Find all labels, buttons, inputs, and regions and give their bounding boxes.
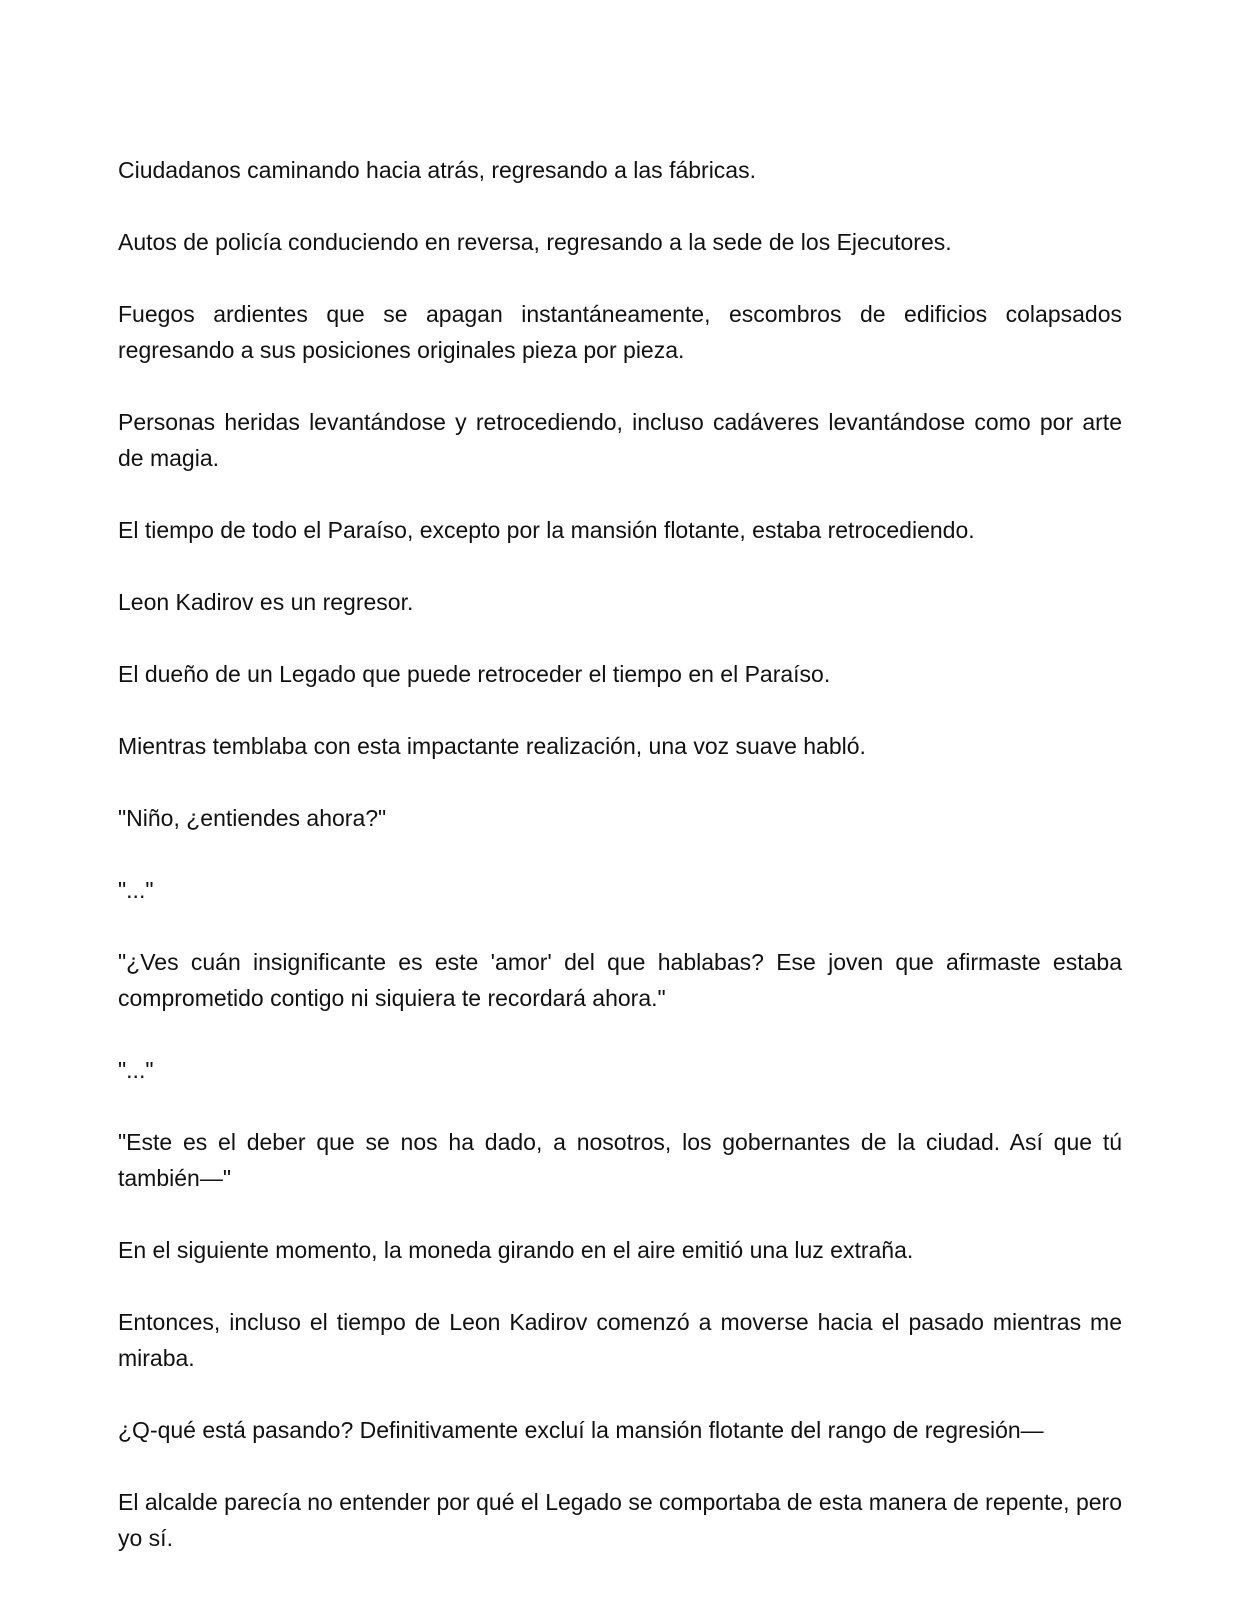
dialogue-line: "¿Ves cuán insignificante es este 'amor' del que hablabas? Ese joven que afirmaste estaba comprometido contigo ni siquiera te recordará ahora." (118, 949, 1122, 1011)
paragraph: Leon Kadirov es un regresor. (118, 589, 414, 615)
document-body (118, 152, 1122, 1556)
dialogue-line: "..." (118, 877, 154, 903)
paragraph: Mientras temblaba con esta impactante realización, una voz suave habló. (118, 733, 866, 759)
paragraph: ¿Q-qué está pasando? Definitivamente excluí la mansión flotante del rango de regresión— (118, 1417, 1044, 1443)
paragraph: Entonces, incluso el tiempo de Leon Kadirov comenzó a moverse hacia el pasado mientras me miraba. (118, 1309, 1122, 1371)
paragraph: Autos de policía conduciendo en reversa, regresando a la sede de los Ejecutores. (118, 229, 952, 255)
paragraph: Fuegos ardientes que se apagan instantáneamente, escombros de edificios colapsados regresando a sus posiciones originales pieza por pieza. (118, 301, 1122, 363)
dialogue-line: "Este es el deber que se nos ha dado, a nosotros, los gobernantes de la ciudad. Así que tú también—" (118, 1129, 1122, 1191)
paragraph: El tiempo de todo el Paraíso, excepto por la mansión flotante, estaba retrocediendo. (118, 517, 975, 543)
dialogue-line: "Niño, ¿entiendes ahora?" (118, 805, 387, 831)
paragraph: El alcalde parecía no entender por qué el Legado se comportaba de esta manera de repente, pero yo sí. (118, 1489, 1122, 1551)
paragraph: Ciudadanos caminando hacia atrás, regresando a las fábricas. (118, 157, 756, 183)
paragraph: Personas heridas levantándose y retrocediendo, incluso cadáveres levantándose como por arte de magia. (118, 409, 1122, 471)
paragraph: En el siguiente momento, la moneda girando en el aire emitió una luz extraña. (118, 1237, 914, 1263)
paragraph: El dueño de un Legado que puede retroceder el tiempo en el Paraíso. (118, 661, 831, 687)
dialogue-line: "..." (118, 1057, 154, 1083)
